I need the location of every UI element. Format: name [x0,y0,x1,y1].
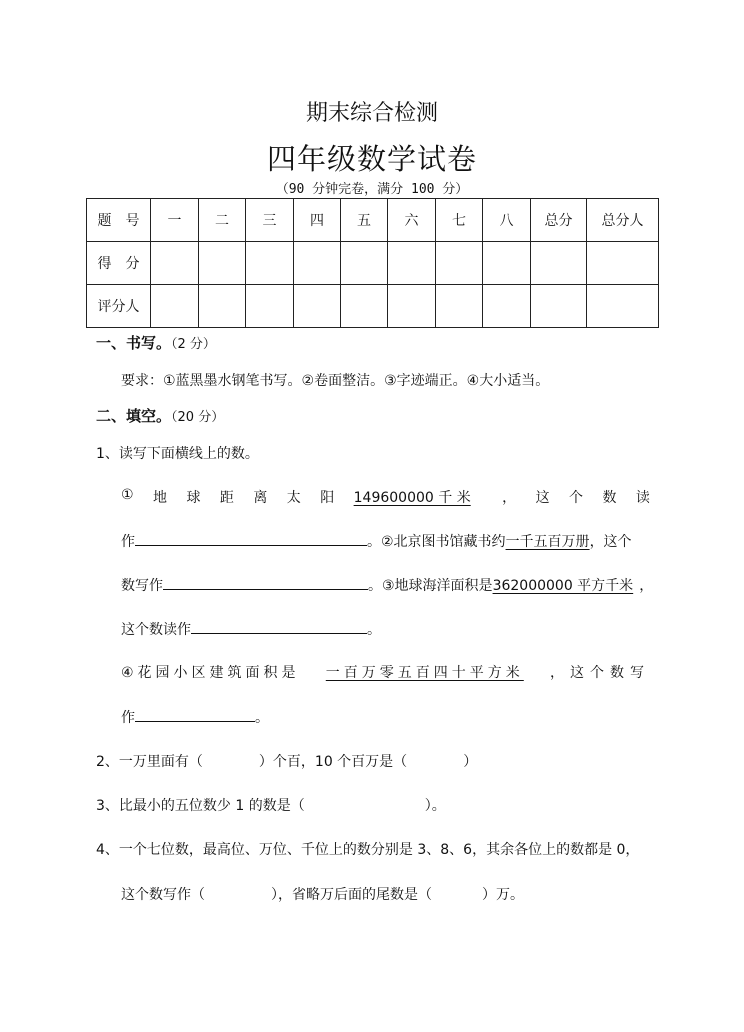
section-2-title: 二、填空。 [96,407,172,425]
char: 这 [535,490,550,506]
score-table [86,198,659,328]
column-header: 三 [246,199,294,242]
grader-cell[interactable] [587,285,659,328]
column-header-total-grader: 总分人 [587,199,659,242]
score-cell[interactable] [246,242,294,285]
text: 这个数写作（ [121,887,205,903]
section-1-heading [96,332,216,353]
row-label-question-number: 题 号 [87,199,151,242]
score-cell[interactable] [341,242,388,285]
time-and-score-note: （90 分钟完卷，满分 100 分） [275,182,469,197]
section-2-heading [96,405,224,426]
question-2 [96,751,477,771]
exam-subtitle: 期末综合检测 [305,101,438,126]
answer-blank-write-4[interactable] [135,707,255,722]
text: 。 [367,622,381,638]
answer-blank-write-2[interactable] [163,575,368,590]
score-table-header-row [87,199,659,242]
text: 。③地球海洋面积是 [368,578,493,594]
text: ）万。 [482,887,524,903]
question-3 [96,795,446,815]
grader-cell[interactable] [436,285,483,328]
char: 太 [286,490,301,506]
exam-title: 四年级数学试卷 [266,142,477,176]
grader-cell[interactable] [199,285,246,328]
question-1-line-2 [121,531,632,551]
question-4-line-1: 4、一个七位数，最高位、万位、千位上的数分别是 3、8、6，其余各位上的数都是 0， [96,842,640,858]
score-cell[interactable] [587,242,659,285]
text: ， [639,578,654,594]
circled-number-1: ① [121,487,134,503]
grader-cell[interactable] [294,285,341,328]
char: 离 [253,490,268,506]
distance-number-underlined: 149600000 千 米 [353,490,471,506]
answer-blank-read-1[interactable] [135,531,367,546]
score-cell[interactable] [294,242,341,285]
text: ，这个 [589,534,632,550]
grader-cell[interactable] [341,285,388,328]
column-header: 二 [199,199,246,242]
text: 作 [121,710,135,726]
garden-area-underlined: 一百万零五百四十平方米 [325,665,524,681]
question-1-line-4 [121,619,381,639]
library-books-underlined: 一千五百万册 [505,534,590,550]
text: 作 [121,534,135,550]
score-cell[interactable] [388,242,436,285]
question-1-line-5 [121,662,650,682]
grader-cell[interactable] [151,285,199,328]
score-table-score-row [87,242,659,285]
score-table-grader-row [87,285,659,328]
char: 阳 [320,490,335,506]
section-1-title: 一、书写。 [96,334,172,352]
grader-cell[interactable] [531,285,587,328]
text: 3、比最小的五位数少 1 的数是（ [96,798,305,814]
text: ）个百，10 个百万是（ [258,754,408,770]
char: 距 [219,490,234,506]
column-header-total: 总分 [531,199,587,242]
column-header: 六 [388,199,436,242]
section-1-points: （2 分） [171,337,216,352]
row-label-score: 得 分 [87,242,151,285]
text: ）。 [424,798,446,814]
score-cell[interactable] [436,242,483,285]
section-1-requirement: 要求：①蓝黑墨水钢笔书写。②卷面整洁。③字迹端正。④大小适当。 [121,373,550,389]
text: 。②北京图书馆藏书约 [367,534,506,550]
question-1-intro: 1、读写下面横线上的数。 [96,446,259,462]
column-header: 五 [341,199,388,242]
score-cell[interactable] [483,242,531,285]
text: 。 [255,710,269,726]
row-label-grader: 评分人 [87,285,151,328]
grader-cell[interactable] [388,285,436,328]
char: 读 [635,490,650,506]
ocean-area-underlined: 362000000 平方千米 [492,578,634,594]
section-2-points: （20 分） [171,410,225,425]
grader-cell[interactable] [483,285,531,328]
column-header: 八 [483,199,531,242]
text: 2、一万里面有（ [96,754,203,770]
column-header: 四 [294,199,341,242]
question-1-line-3 [121,575,653,595]
text: ） [463,754,478,770]
text: 数写作 [121,578,163,594]
text: ④花园小区建筑面积是 [121,665,300,681]
char: 球 [186,490,201,506]
score-cell[interactable] [199,242,246,285]
grader-cell[interactable] [246,285,294,328]
column-header: 七 [436,199,483,242]
score-cell[interactable] [151,242,199,285]
question-4-line-2 [121,884,524,904]
question-1-line-1 [121,487,650,507]
char: 地 [153,490,167,506]
text: 这个数读作 [121,622,191,638]
answer-blank-read-3[interactable] [191,619,367,634]
question-1-line-6 [121,707,269,727]
char: 个 [569,490,584,506]
text: ，这个数写 [550,665,650,681]
char: 数 [602,490,617,506]
text: ），省略万后面的尾数是（ [271,887,432,903]
column-header: 一 [151,199,199,242]
char: ， [502,490,517,506]
score-cell[interactable] [531,242,587,285]
